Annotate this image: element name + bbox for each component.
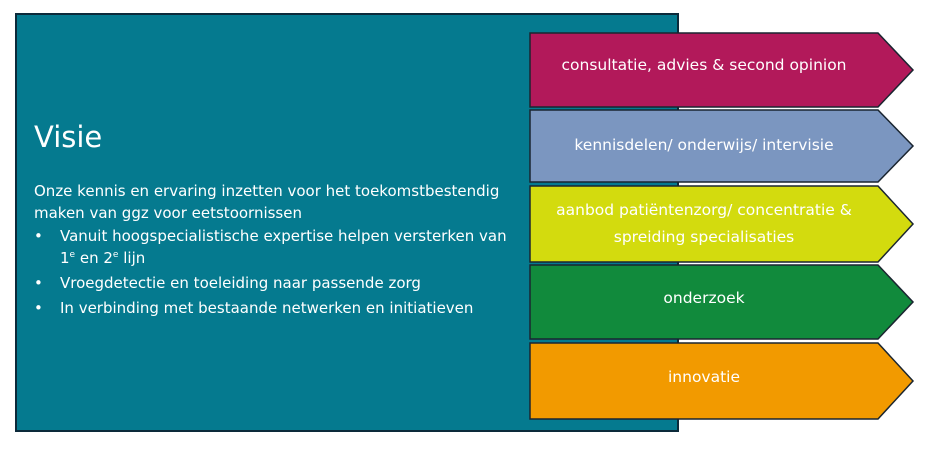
bullet-text: en 2: [75, 249, 113, 267]
superscript: e: [69, 250, 76, 260]
arrow-label-kennisdelen: kennisdelen/ onderwijs/ intervisie: [574, 136, 834, 154]
arrow-label-consultatie: consultatie, advies & second opinion: [561, 56, 847, 74]
bullet-dot: •: [34, 274, 43, 292]
bullet-text: Vanuit hoogspecialistische expertise helpen versterken van 1: [60, 227, 507, 267]
bullet-text: lijn: [118, 249, 146, 267]
bullet-dot: •: [34, 227, 43, 245]
bullet-text: Vroegdetectie en toeleiding naar passende zorg: [60, 274, 421, 292]
panel-intro: Onze kennis en ervaring inzetten voor het toekomstbestendig maken van ggz voor eetstoornissen: [34, 182, 500, 222]
superscript: e: [112, 250, 119, 260]
arrow-label-patientenzorg: aanbod patiëntenzorg/ concentratie & spreiding specialisaties: [556, 201, 852, 246]
arrow-label-onderzoek: onderzoek: [663, 289, 745, 307]
bullet-text: In verbinding met bestaande netwerken en initiatieven: [60, 299, 474, 317]
panel-title: Visie: [34, 120, 103, 154]
arrow-label-innovatie: innovatie: [667, 368, 741, 386]
bullet-dot: •: [34, 299, 43, 317]
